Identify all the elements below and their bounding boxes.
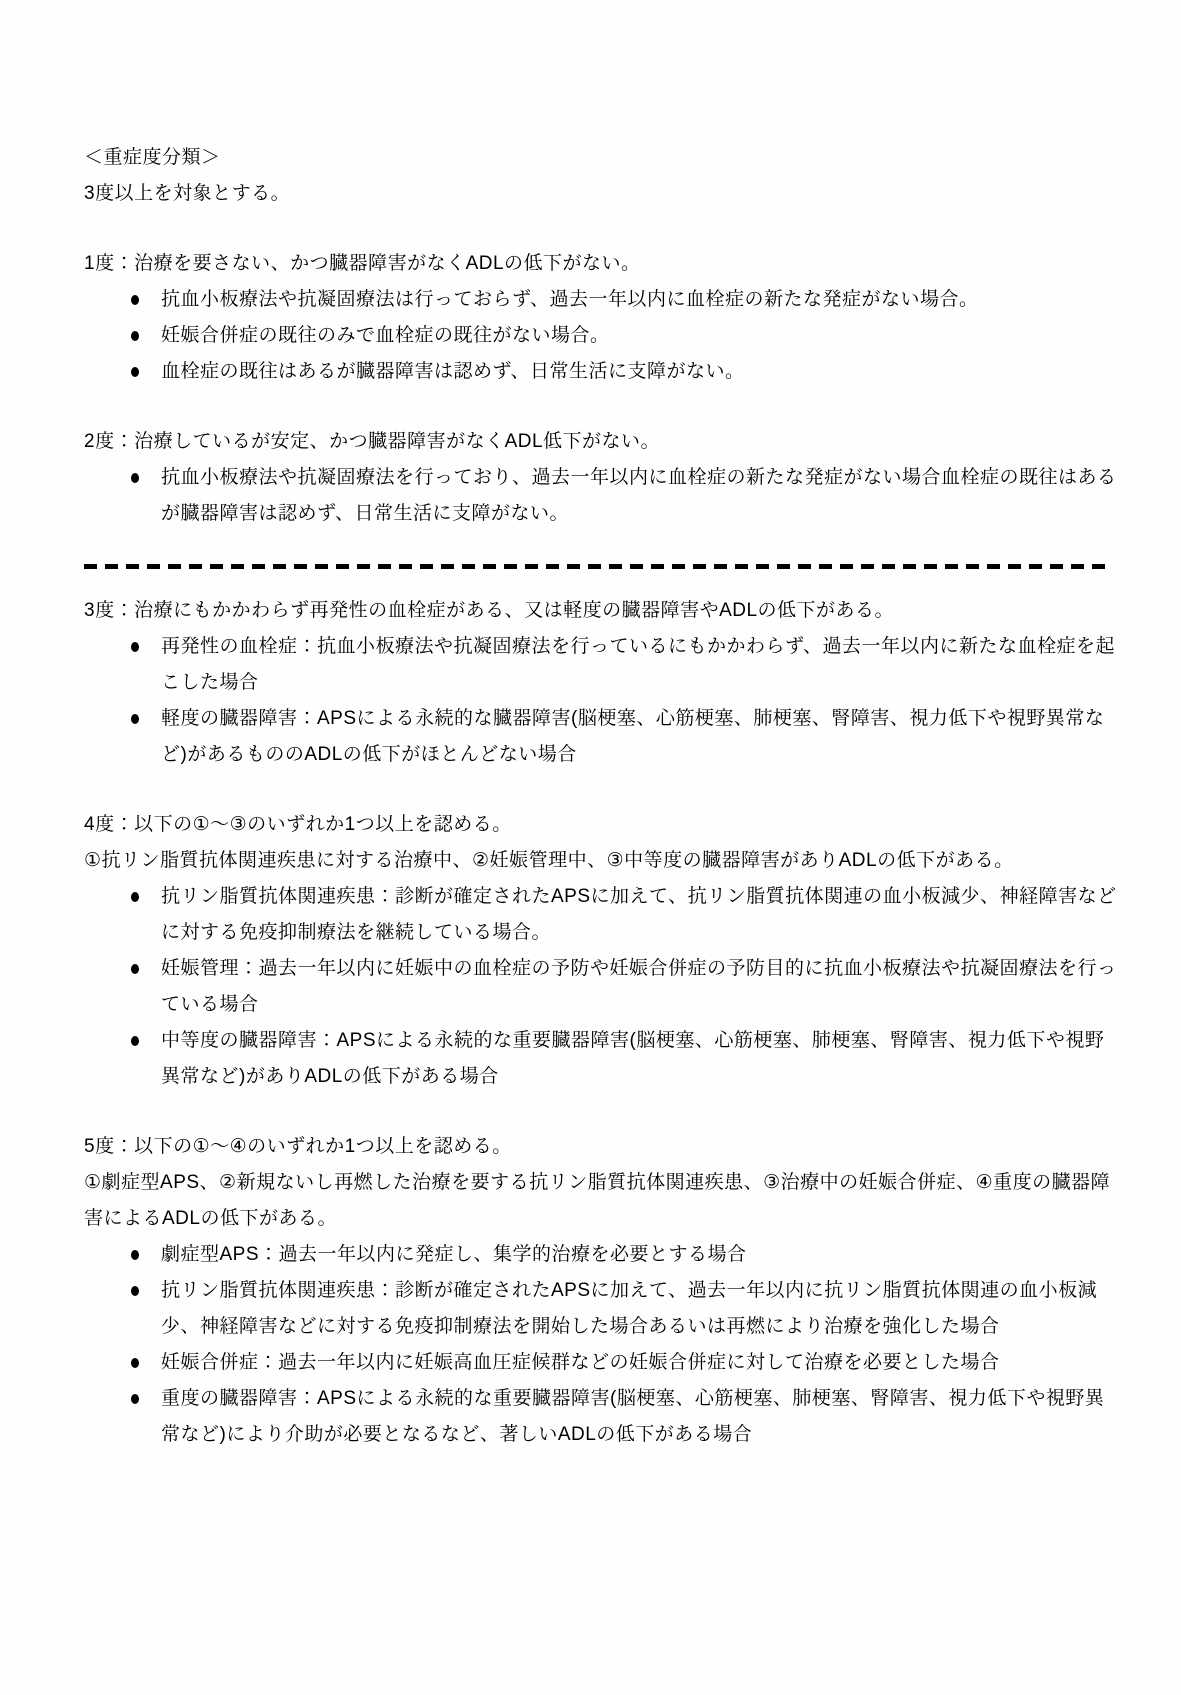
section-grade-1 [84, 246, 1121, 390]
list-item-text: 妊娠合併症：過去一年以内に妊娠高血圧症候群などの妊娠合併症に対して治療を必要とした場合 [161, 1352, 1000, 1373]
list-item-text: 妊娠合併症の既往のみで血栓症の既往がない場合。 [161, 325, 610, 346]
dashed-divider [84, 564, 1111, 569]
list-item [84, 879, 1121, 951]
bullet-icon [131, 714, 139, 724]
section-heading: 3度：治療にもかかわらず再発性の血栓症がある、又は軽度の臓器障害やADLの低下がある。 [84, 600, 895, 621]
list-item-text: 妊娠管理：過去一年以内に妊娠中の血栓症の予防や妊娠合併症の予防目的に抗血小板療法や抗凝固療法を行っている場合 [161, 958, 1117, 1015]
list-item-text: 抗リン脂質抗体関連疾患：診断が確定されたAPSに加えて、抗リン脂質抗体関連の血小板減少、神経障害などに対する免疫抑制療法を継続している場合。 [161, 886, 1117, 943]
title-block [84, 140, 1121, 212]
list-item [84, 318, 1121, 354]
bullet-list [84, 282, 1121, 390]
list-item [84, 1273, 1121, 1345]
section-heading: 2度：治療しているが安定、かつ臓器障害がなくADL低下がない。 [84, 431, 661, 452]
list-item-text: 血栓症の既往はあるが臓器障害は認めず、日常生活に支障がない。 [161, 361, 745, 382]
section-intro: ①劇症型APS、②新規ないし再燃した治療を要する抗リン脂質抗体関連疾患、③治療中の妊娠合併症、④重度の臓器障害によるADLの低下がある。 [84, 1172, 1111, 1229]
list-item [84, 1023, 1121, 1095]
list-item-text: 抗リン脂質抗体関連疾患：診断が確定されたAPSに加えて、過去一年以内に抗リン脂質抗体関連の血小板減少、神経障害などに対する免疫抑制療法を開始した場合あるいは再燃により治療を強化した場合 [161, 1280, 1098, 1337]
bullet-icon [131, 1358, 139, 1368]
bullet-icon [131, 1036, 139, 1046]
bullet-icon [131, 642, 139, 652]
bullet-icon [131, 473, 139, 483]
bullet-icon [131, 964, 139, 974]
section-grade-5 [84, 1129, 1121, 1453]
list-item-text: 抗血小板療法や抗凝固療法を行っており、過去一年以内に血栓症の新たな発症がない場合血栓症の既往はあるが臓器障害は認めず、日常生活に支障がない。 [161, 467, 1117, 524]
section-intro: ①抗リン脂質抗体関連疾患に対する治療中、②妊娠管理中、③中等度の臓器障害がありADLの低下がある。 [84, 850, 1014, 871]
bullet-list [84, 460, 1121, 532]
bullet-icon [131, 1286, 139, 1296]
list-item-text: 中等度の臓器障害：APSによる永続的な重要臓器障害(脳梗塞、心筋梗塞、肺梗塞、腎障害、視力低下や視野異常など)がありADLの低下がある場合 [161, 1030, 1105, 1087]
list-item [84, 1345, 1121, 1381]
bullet-icon [131, 367, 139, 377]
list-item-text: 抗血小板療法や抗凝固療法は行っておらず、過去一年以内に血栓症の新たな発症がない場合。 [161, 289, 979, 310]
list-item [84, 951, 1121, 1023]
bullet-list [84, 1237, 1121, 1453]
list-item [84, 629, 1121, 701]
section-heading: 4度：以下の①～③のいずれか1つ以上を認める。 [84, 814, 512, 835]
list-item [84, 282, 1121, 318]
list-item-text: 劇症型APS：過去一年以内に発症し、集学的治療を必要とする場合 [161, 1244, 747, 1265]
list-item [84, 354, 1121, 390]
section-grade-3 [84, 593, 1121, 773]
page-title: ＜重症度分類＞ [84, 147, 221, 168]
list-item-text: 再発性の血栓症：抗血小板療法や抗凝固療法を行っているにもかかわらず、過去一年以内に新たな血栓症を起こした場合 [161, 636, 1115, 693]
list-item [84, 460, 1121, 532]
section-heading: 1度：治療を要さない、かつ臓器障害がなくADLの低下がない。 [84, 253, 641, 274]
section-heading: 5度：以下の①～④のいずれか1つ以上を認める。 [84, 1136, 512, 1157]
bullet-list [84, 629, 1121, 773]
bullet-icon [131, 331, 139, 341]
bullet-icon [131, 892, 139, 902]
list-item [84, 701, 1121, 773]
list-item-text: 重度の臓器障害：APSによる永続的な重要臓器障害(脳梗塞、心筋梗塞、肺梗塞、腎障害、視力低下や視野異常など)により介助が必要となるなど、著しいADLの低下がある場合 [161, 1388, 1105, 1445]
bullet-list [84, 879, 1121, 1095]
bullet-icon [131, 1250, 139, 1260]
list-item [84, 1237, 1121, 1273]
list-item [84, 1381, 1121, 1453]
list-item-text: 軽度の臓器障害：APSによる永続的な臓器障害(脳梗塞、心筋梗塞、肺梗塞、腎障害、視力低下や視野異常など)があるもののADLの低下がほとんどない場合 [161, 708, 1105, 765]
section-grade-4 [84, 807, 1121, 1095]
scope-note: 3度以上を対象とする。 [84, 183, 291, 204]
bullet-icon [131, 295, 139, 305]
section-grade-2 [84, 424, 1121, 532]
bullet-icon [131, 1394, 139, 1404]
